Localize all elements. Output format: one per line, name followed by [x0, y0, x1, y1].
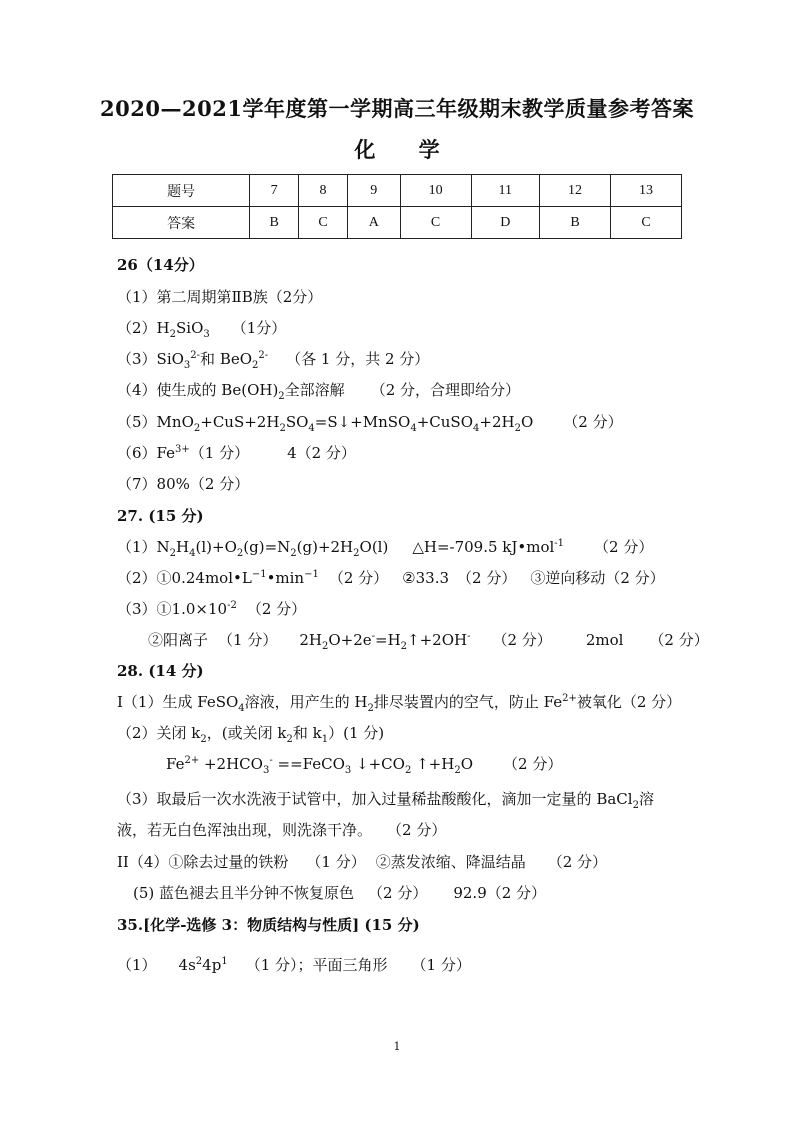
q28-answer-4: II（4）①除去过量的铁粉 （1 分） ②蒸发浓缩、降温结晶 （2 分）	[117, 853, 608, 871]
q27-answer-2: $(2)①0.24mol•L^{-1}•\min^{-1}$ （2 分） ②33.3 （2 分） ③逆向移动（2 分）	[117, 569, 665, 587]
q28-equation: $Fe^{2+} +2HCO_3^-$ ==FeCO$_3$ $↓+CO_2$ $↑+H_2O$ （2 分）	[166, 755, 563, 776]
q26-answer-4: （4）使生成的 $Be(OH)_2$全部溶解 （2 分，合理即给分）	[117, 381, 520, 402]
q28-answer-5: (5) 蓝色褪去且半分钟不恢复原色 （2 分） 92.9（2 分）	[133, 884, 547, 902]
q27-header: 27. (15 分)	[117, 507, 204, 525]
q27-answer-1: $(1)N_2H_4(l)+O_2(g)=N_2(g)+2H_2O(l)$ △H=-709.5 kJ•mol$^{-1}$ （2 分）	[117, 538, 654, 559]
page-title: 2020—2021学年度第一学期高三年级期末教学质量参考答案	[100, 96, 694, 121]
table-label-answer: 答案	[113, 207, 250, 239]
question-number: 10	[400, 175, 471, 207]
q26-header: 26（14分）	[117, 256, 204, 274]
question-number: 9	[348, 175, 401, 207]
q26-answer-2: $(2)H_2SiO_3$ （1分）	[117, 319, 287, 340]
table-label-question: 题号	[113, 175, 250, 207]
q28-answer-1: I（1）生成 FeSO$_4$溶液，用产生的 $H_2$排尽装置内的空气，防止 $Fe^{2+}$被氧化（2 分）	[117, 693, 682, 714]
subject-title: 化 学	[354, 137, 458, 162]
answer-row	[113, 207, 682, 239]
answer-cell: B	[250, 207, 299, 239]
question-number: 8	[299, 175, 348, 207]
q26-answer-1: （1）第二周期第ⅡB族（2分）	[117, 288, 323, 306]
q35-header: 35.[化学-选修 3：物质结构与性质] (15 分)	[117, 916, 420, 934]
question-number: 11	[471, 175, 540, 207]
answer-cell: C	[299, 207, 348, 239]
answer-cell: C	[610, 207, 681, 239]
q27-answer-4: ②阳离子 （1 分） $2H_2O+2e^-=H_2↑+2OH^-$ （2 分） 2mol （2 分）	[148, 631, 709, 652]
q28-answer-2: （2）关闭 $k_2$，(或关闭 $k_2$和 $k_1)(1$ 分)	[117, 724, 385, 745]
q26-answer-3: （3）SiO$_3^{2-}$和 BeO$_2^{2-}$ （各 1 分，共 2 分）	[117, 350, 430, 371]
q26-answer-5: $(5)MnO_2+CuS+2H_2SO_4=S↓+MnSO_4+CuSO_4+2H_2O$ （2 分）	[117, 413, 623, 434]
answer-table	[112, 174, 682, 239]
answer-cell: C	[400, 207, 471, 239]
answer-cell: D	[471, 207, 540, 239]
q26-answer-6: $(6)Fe^{3+}(1$ 分） 4（2 分）	[117, 444, 356, 462]
question-number-row	[113, 175, 682, 207]
q28-header: 28. (14 分)	[117, 662, 204, 680]
answer-cell: A	[348, 207, 401, 239]
question-number: 7	[250, 175, 299, 207]
answer-cell: B	[540, 207, 611, 239]
q28-answer-3: （3）取最后一次水洗液于试管中，加入过量稀盐酸酸化，滴加一定量的 BaCl$_2$溶	[117, 790, 654, 811]
q28-answer-3-cont: 液，若无白色浑浊出现，则洗涤干净。 （2 分）	[117, 821, 447, 839]
question-number: 12	[540, 175, 611, 207]
page-number: 1	[393, 1040, 401, 1053]
question-number: 13	[610, 175, 681, 207]
q26-answer-7: （7）80%（2 分）	[117, 475, 250, 493]
q27-answer-3: $(3)①1.0\times 10^{-2}$ （2 分）	[117, 600, 307, 618]
q35-answer-1: （1） $4s^24p^1$ （1 分）；平面三角形 （1 分）	[117, 956, 471, 974]
